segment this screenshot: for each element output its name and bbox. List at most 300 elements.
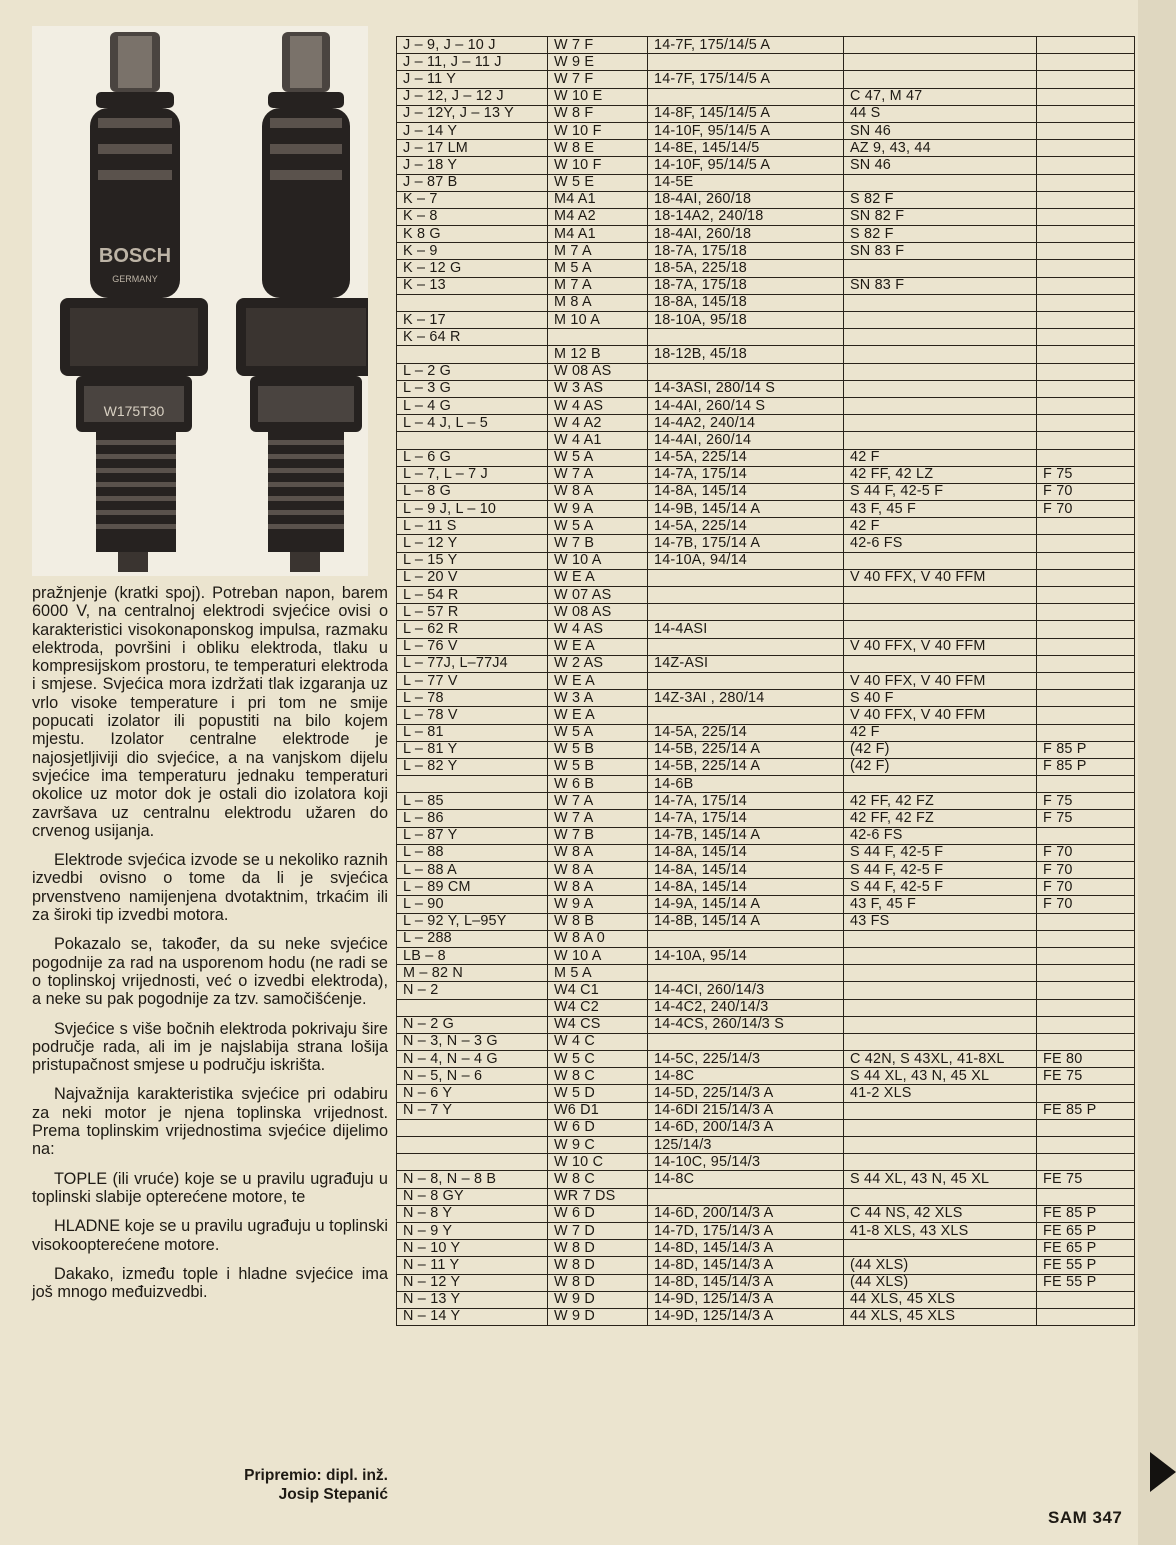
table-cell: W4 C2 xyxy=(548,999,648,1016)
table-cell: J – 12Y, J – 13 Y xyxy=(397,105,548,122)
table-cell: 18-12B, 45/18 xyxy=(648,346,844,363)
table-row xyxy=(397,380,1135,397)
table-cell xyxy=(397,776,548,793)
table-cell: 14-8A, 145/14 xyxy=(648,844,844,861)
spark-plug-photo xyxy=(32,26,368,576)
table-cell: 14-10A, 95/14 xyxy=(648,947,844,964)
table-cell: C 42N, S 43XL, 41-8XL xyxy=(844,1051,1037,1068)
table-cell: L – 82 Y xyxy=(397,758,548,775)
table-cell: F 70 xyxy=(1037,862,1135,879)
table-cell xyxy=(844,965,1037,982)
table-cell: F 75 xyxy=(1037,810,1135,827)
table-cell: L – 77 V xyxy=(397,672,548,689)
table-cell xyxy=(844,260,1037,277)
table-cell: M – 82 N xyxy=(397,965,548,982)
table-row xyxy=(397,930,1135,947)
table-row xyxy=(397,1308,1135,1325)
table-cell: W 8 B xyxy=(548,913,648,930)
table-cell: K – 8 xyxy=(397,208,548,225)
table-cell: 44 S xyxy=(844,105,1037,122)
table-row xyxy=(397,655,1135,672)
table-cell: W 9 D xyxy=(548,1308,648,1325)
table-cell: L – 78 xyxy=(397,690,548,707)
table-cell: L – 86 xyxy=(397,810,548,827)
table-row xyxy=(397,1119,1135,1136)
table-cell xyxy=(1037,707,1135,724)
table-cell: J – 11 Y xyxy=(397,71,548,88)
table-cell: 42 FF, 42 FZ xyxy=(844,793,1037,810)
table-cell xyxy=(1037,105,1135,122)
table-row xyxy=(397,776,1135,793)
table-cell: W E A xyxy=(548,672,648,689)
page-edge xyxy=(1138,0,1176,1545)
table-cell: L – 6 G xyxy=(397,449,548,466)
table-row xyxy=(397,1240,1135,1257)
table-cell: L – 92 Y, L–95Y xyxy=(397,913,548,930)
table-cell xyxy=(1037,54,1135,71)
table-cell: 14-5A, 225/14 xyxy=(648,724,844,741)
table-cell: J – 11, J – 11 J xyxy=(397,54,548,71)
table-cell: L – 2 G xyxy=(397,363,548,380)
table-cell: V 40 FFX, V 40 FFM xyxy=(844,638,1037,655)
table-cell: FE 80 xyxy=(1037,1051,1135,1068)
table-cell: L – 9 J, L – 10 xyxy=(397,501,548,518)
table-row xyxy=(397,243,1135,260)
table-cell: 18-7A, 175/18 xyxy=(648,243,844,260)
table-row xyxy=(397,1291,1135,1308)
table-cell xyxy=(1037,312,1135,329)
table-row xyxy=(397,88,1135,105)
table-cell: W 9 E xyxy=(548,54,648,71)
table-cell: L – 54 R xyxy=(397,587,548,604)
table-cell xyxy=(1037,37,1135,54)
table-cell xyxy=(844,37,1037,54)
table-row xyxy=(397,862,1135,879)
table-cell xyxy=(1037,329,1135,346)
table-cell: L – 85 xyxy=(397,793,548,810)
table-cell: M4 A1 xyxy=(548,226,648,243)
table-cell: M 5 A xyxy=(548,965,648,982)
table-cell: W 08 AS xyxy=(548,604,648,621)
table-cell: N – 4, N – 4 G xyxy=(397,1051,548,1068)
table-row xyxy=(397,1051,1135,1068)
table-row xyxy=(397,37,1135,54)
table-cell xyxy=(648,707,844,724)
table-cell xyxy=(1037,965,1135,982)
table-row xyxy=(397,346,1135,363)
table-cell: M 5 A xyxy=(548,260,648,277)
table-row xyxy=(397,810,1135,827)
table-cell: W 9 C xyxy=(548,1137,648,1154)
table-cell: 44 XLS, 45 XLS xyxy=(844,1308,1037,1325)
article-paragraph: Pokazalo se, također, da su neke svjećice pogodnije za rad na usporenom hodu (ne radi se o toplinskoj vrijednosti, već o izvedbi elektroda), a neke su pak pogodnije za tzv. samočišćenje. xyxy=(32,935,388,1009)
table-cell xyxy=(1037,1188,1135,1205)
table-cell: 14-6D, 200/14/3 A xyxy=(648,1205,844,1222)
table-cell xyxy=(1037,587,1135,604)
table-cell xyxy=(1037,346,1135,363)
table-cell xyxy=(1037,226,1135,243)
table-row xyxy=(397,913,1135,930)
table-cell: J – 14 Y xyxy=(397,122,548,139)
table-row xyxy=(397,105,1135,122)
table-cell: (44 XLS) xyxy=(844,1274,1037,1291)
table-row xyxy=(397,569,1135,586)
table-cell xyxy=(648,1033,844,1050)
table-row xyxy=(397,1137,1135,1154)
table-cell: L – 288 xyxy=(397,930,548,947)
table-cell: F 75 xyxy=(1037,793,1135,810)
table-cell: W 10 F xyxy=(548,122,648,139)
table-row xyxy=(397,312,1135,329)
table-cell: C 44 NS, 42 XLS xyxy=(844,1205,1037,1222)
table-row xyxy=(397,638,1135,655)
plug-model-text: W175T30 xyxy=(103,403,165,419)
table-cell: W 8 E xyxy=(548,140,648,157)
table-row xyxy=(397,71,1135,88)
table-cell: L – 81 xyxy=(397,724,548,741)
table-cell: N – 6 Y xyxy=(397,1085,548,1102)
table-cell: L – 78 V xyxy=(397,707,548,724)
table-cell xyxy=(844,1240,1037,1257)
table-cell: 14-5B, 225/14 A xyxy=(648,758,844,775)
table-cell: N – 9 Y xyxy=(397,1222,548,1239)
table-cell: 18-8A, 145/18 xyxy=(648,294,844,311)
table-cell: 14-9B, 145/14 A xyxy=(648,501,844,518)
table-cell: V 40 FFX, V 40 FFM xyxy=(844,569,1037,586)
table-cell: 14-3ASI, 280/14 S xyxy=(648,380,844,397)
table-cell xyxy=(1037,71,1135,88)
table-cell: 14-10F, 95/14/5 A xyxy=(648,122,844,139)
table-cell: 14-8D, 145/14/3 A xyxy=(648,1257,844,1274)
table-cell: S 44 XL, 43 N, 45 XL xyxy=(844,1068,1037,1085)
table-cell xyxy=(844,1119,1037,1136)
table-cell: SN 83 F xyxy=(844,277,1037,294)
table-row xyxy=(397,621,1135,638)
table-cell: L – 8 G xyxy=(397,483,548,500)
table-cell: 14-8A, 145/14 xyxy=(648,483,844,500)
table-cell: 42-6 FS xyxy=(844,827,1037,844)
table-cell: W 4 A2 xyxy=(548,415,648,432)
table-cell: W 7 F xyxy=(548,37,648,54)
table-cell xyxy=(844,604,1037,621)
table-cell: L – 87 Y xyxy=(397,827,548,844)
table-cell: 14-4CS, 260/14/3 S xyxy=(648,1016,844,1033)
table-cell: L – 77J, L–77J4 xyxy=(397,655,548,672)
table-cell: 14-7F, 175/14/5 A xyxy=(648,37,844,54)
table-row xyxy=(397,965,1135,982)
table-cell: 14-7A, 175/14 xyxy=(648,810,844,827)
table-cell xyxy=(844,329,1037,346)
table-cell xyxy=(1037,518,1135,535)
table-cell: W 6 B xyxy=(548,776,648,793)
table-cell: 43 F, 45 F xyxy=(844,501,1037,518)
table-cell: W 7 B xyxy=(548,535,648,552)
table-cell: W 9 D xyxy=(548,1291,648,1308)
table-cell: S 82 F xyxy=(844,191,1037,208)
table-cell: V 40 FFX, V 40 FFM xyxy=(844,707,1037,724)
table-row xyxy=(397,947,1135,964)
table-cell: L – 57 R xyxy=(397,604,548,621)
table-cell xyxy=(844,54,1037,71)
table-cell: 14-6B xyxy=(648,776,844,793)
table-cell xyxy=(844,432,1037,449)
table-row xyxy=(397,277,1135,294)
table-cell: F 70 xyxy=(1037,501,1135,518)
table-row xyxy=(397,758,1135,775)
table-cell: 42 FF, 42 LZ xyxy=(844,466,1037,483)
table-cell: 44 XLS, 45 XLS xyxy=(844,1291,1037,1308)
table-cell: S 82 F xyxy=(844,226,1037,243)
table-row xyxy=(397,879,1135,896)
table-row xyxy=(397,587,1135,604)
table-cell: C 47, M 47 xyxy=(844,88,1037,105)
table-cell: 42-6 FS xyxy=(844,535,1037,552)
article-paragraph: Najvažnija karakteristika svjećice pri odabiru za neki motor je njena toplinska vrijednost. Prema toplinskim vrijednostima svjećice dijelimo na: xyxy=(32,1085,388,1159)
table-cell: L – 12 Y xyxy=(397,535,548,552)
table-row xyxy=(397,741,1135,758)
table-cell: K 8 G xyxy=(397,226,548,243)
table-cell: F 75 xyxy=(1037,466,1135,483)
table-cell: L – 15 Y xyxy=(397,552,548,569)
table-cell: M 7 A xyxy=(548,243,648,260)
table-row xyxy=(397,501,1135,518)
table-cell: 14-8C xyxy=(648,1068,844,1085)
table-cell: 14-8B, 145/14 A xyxy=(648,913,844,930)
table-cell xyxy=(844,999,1037,1016)
table-cell: 14-10F, 95/14/5 A xyxy=(648,157,844,174)
table-cell: L – 7, L – 7 J xyxy=(397,466,548,483)
table-cell: 42 F xyxy=(844,724,1037,741)
table-cell: W 8 A xyxy=(548,862,648,879)
table-cell xyxy=(1037,294,1135,311)
table-cell xyxy=(1037,724,1135,741)
table-cell xyxy=(1037,930,1135,947)
table-cell: 14-8A, 145/14 xyxy=(648,862,844,879)
table-cell xyxy=(1037,1016,1135,1033)
table-cell: W4 C1 xyxy=(548,982,648,999)
table-cell: W 7 B xyxy=(548,827,648,844)
table-cell: SN 82 F xyxy=(844,208,1037,225)
table-cell: 18-7A, 175/18 xyxy=(648,277,844,294)
table-cell: F 85 P xyxy=(1037,758,1135,775)
table-cell xyxy=(648,54,844,71)
table-cell: 43 FS xyxy=(844,913,1037,930)
table-cell: W 8 C xyxy=(548,1171,648,1188)
table-cell xyxy=(1037,638,1135,655)
table-cell: N – 8, N – 8 B xyxy=(397,1171,548,1188)
table-cell xyxy=(1037,535,1135,552)
table-cell: SN 46 xyxy=(844,157,1037,174)
table-cell xyxy=(844,552,1037,569)
table-cell: L – 88 A xyxy=(397,862,548,879)
table-cell: M 12 B xyxy=(548,346,648,363)
table-cell xyxy=(548,329,648,346)
table-cell: 14-7D, 175/14/3 A xyxy=(648,1222,844,1239)
table-cell: 14-6D, 200/14/3 A xyxy=(648,1119,844,1136)
table-cell xyxy=(844,346,1037,363)
table-row xyxy=(397,54,1135,71)
table-cell: 14-5A, 225/14 xyxy=(648,449,844,466)
table-cell: W 8 D xyxy=(548,1274,648,1291)
table-cell: 14-8C xyxy=(648,1171,844,1188)
table-cell xyxy=(1037,415,1135,432)
table-cell: L – 4 J, L – 5 xyxy=(397,415,548,432)
table-cell xyxy=(1037,1137,1135,1154)
table-cell: N – 10 Y xyxy=(397,1240,548,1257)
table-cell: SN 46 xyxy=(844,122,1037,139)
table-cell: W 8 A xyxy=(548,844,648,861)
table-cell: SN 83 F xyxy=(844,243,1037,260)
table-cell xyxy=(1037,552,1135,569)
page-number: SAM 347 xyxy=(1048,1508,1123,1527)
table-cell: J – 17 LM xyxy=(397,140,548,157)
article-paragraph: Svjećice s više bočnih elektroda pokrivaju šire područje rada, ali im je najslabija strana lošija pristupačnost smjese u području iskrišta. xyxy=(32,1019,388,1075)
table-cell: W E A xyxy=(548,638,648,655)
table-cell: J – 12, J – 12 J xyxy=(397,88,548,105)
table-cell: 14-8A, 145/14 xyxy=(648,879,844,896)
table-cell xyxy=(844,587,1037,604)
table-cell xyxy=(648,569,844,586)
article-paragraph: HLADNE koje se u pravilu ugrađuju u toplinski visokoopterećene motore. xyxy=(32,1217,388,1254)
table-cell xyxy=(1037,1291,1135,1308)
table-cell: 14-9A, 145/14 A xyxy=(648,896,844,913)
table-row xyxy=(397,1188,1135,1205)
table-cell xyxy=(397,1137,548,1154)
table-cell: 18-4AI, 260/18 xyxy=(648,191,844,208)
table-cell: LB – 8 xyxy=(397,947,548,964)
table-cell xyxy=(844,1102,1037,1119)
table-cell: 42 F xyxy=(844,518,1037,535)
table-cell xyxy=(844,621,1037,638)
table-cell: 14-9D, 125/14/3 A xyxy=(648,1308,844,1325)
table-cell: 14-7F, 175/14/5 A xyxy=(648,71,844,88)
table-cell xyxy=(844,71,1037,88)
table-cell: K – 9 xyxy=(397,243,548,260)
table-cell xyxy=(397,432,548,449)
table-cell xyxy=(844,930,1037,947)
table-cell xyxy=(844,776,1037,793)
table-cell xyxy=(648,88,844,105)
table-cell xyxy=(1037,690,1135,707)
table-cell: N – 2 xyxy=(397,982,548,999)
table-cell: 18-4AI, 260/18 xyxy=(648,226,844,243)
table-cell: F 70 xyxy=(1037,879,1135,896)
table-cell: W 9 A xyxy=(548,501,648,518)
table-cell: W 10 C xyxy=(548,1154,648,1171)
table-cell xyxy=(1037,569,1135,586)
table-cell xyxy=(648,672,844,689)
table-row xyxy=(397,1033,1135,1050)
table-cell: L – 4 G xyxy=(397,397,548,414)
spark-plug-left xyxy=(60,32,208,572)
table-cell xyxy=(844,1137,1037,1154)
table-cell: W 7 D xyxy=(548,1222,648,1239)
table-cell xyxy=(844,1154,1037,1171)
table-cell: W 7 A xyxy=(548,466,648,483)
table-row xyxy=(397,191,1135,208)
table-cell: (42 F) xyxy=(844,758,1037,775)
table-row xyxy=(397,999,1135,1016)
table-cell: W 4 C xyxy=(548,1033,648,1050)
table-cell: 14-7B, 145/14 A xyxy=(648,827,844,844)
spark-plug-table xyxy=(396,36,1135,1326)
table-cell: W 6 D xyxy=(548,1205,648,1222)
table-cell: 14-7A, 175/14 xyxy=(648,793,844,810)
table-cell: 18-5A, 225/18 xyxy=(648,260,844,277)
table-cell: 125/14/3 xyxy=(648,1137,844,1154)
table-cell: W 8 A xyxy=(548,483,648,500)
table-cell: W 5 A xyxy=(548,724,648,741)
table-cell: (42 F) xyxy=(844,741,1037,758)
table-cell: W 7 A xyxy=(548,793,648,810)
table-cell: J – 87 B xyxy=(397,174,548,191)
table-cell xyxy=(844,947,1037,964)
table-cell: F 70 xyxy=(1037,483,1135,500)
table-cell: N – 8 GY xyxy=(397,1188,548,1205)
table-cell xyxy=(1037,913,1135,930)
table-row xyxy=(397,226,1135,243)
table-cell xyxy=(1037,88,1135,105)
table-row xyxy=(397,724,1135,741)
table-row xyxy=(397,466,1135,483)
table-cell: N – 14 Y xyxy=(397,1308,548,1325)
table-cell: W 8 F xyxy=(548,105,648,122)
table-cell: W 5 B xyxy=(548,741,648,758)
table-cell: W 5 E xyxy=(548,174,648,191)
table-cell xyxy=(648,930,844,947)
table-cell: K – 7 xyxy=(397,191,548,208)
table-cell: W6 D1 xyxy=(548,1102,648,1119)
table-cell: S 44 F, 42-5 F xyxy=(844,483,1037,500)
table-cell: 14Z-ASI xyxy=(648,655,844,672)
table-row xyxy=(397,896,1135,913)
table-cell xyxy=(1037,157,1135,174)
table-cell xyxy=(844,1188,1037,1205)
table-cell xyxy=(844,312,1037,329)
table-cell: 14-7B, 175/14 A xyxy=(648,535,844,552)
table-cell: 14-5D, 225/14/3 A xyxy=(648,1085,844,1102)
table-cell: N – 11 Y xyxy=(397,1257,548,1274)
table-cell: 14-8D, 145/14/3 A xyxy=(648,1274,844,1291)
table-cell xyxy=(1037,827,1135,844)
table-cell: FE 65 P xyxy=(1037,1240,1135,1257)
table-cell: 14-4AI, 260/14 S xyxy=(648,397,844,414)
table-cell: L – 11 S xyxy=(397,518,548,535)
table-cell: 14-10A, 94/14 xyxy=(648,552,844,569)
table-row xyxy=(397,294,1135,311)
table-cell xyxy=(397,1119,548,1136)
table-cell: L – 20 V xyxy=(397,569,548,586)
table-row xyxy=(397,518,1135,535)
table-cell: W 5 D xyxy=(548,1085,648,1102)
table-cell: W 5 B xyxy=(548,758,648,775)
spark-plug-right xyxy=(236,32,368,572)
table-row xyxy=(397,1222,1135,1239)
table-cell: W 10 A xyxy=(548,552,648,569)
table-cell xyxy=(397,346,548,363)
table-row xyxy=(397,604,1135,621)
table-cell xyxy=(1037,122,1135,139)
table-row xyxy=(397,1016,1135,1033)
table-row xyxy=(397,122,1135,139)
table-cell: 14-5E xyxy=(648,174,844,191)
table-cell: W 5 C xyxy=(548,1051,648,1068)
table-cell: S 44 XL, 43 N, 45 XL xyxy=(844,1171,1037,1188)
table-row xyxy=(397,982,1135,999)
table-row xyxy=(397,690,1135,707)
table-cell xyxy=(1037,260,1135,277)
plug-brand-text: BOSCH xyxy=(98,245,172,267)
